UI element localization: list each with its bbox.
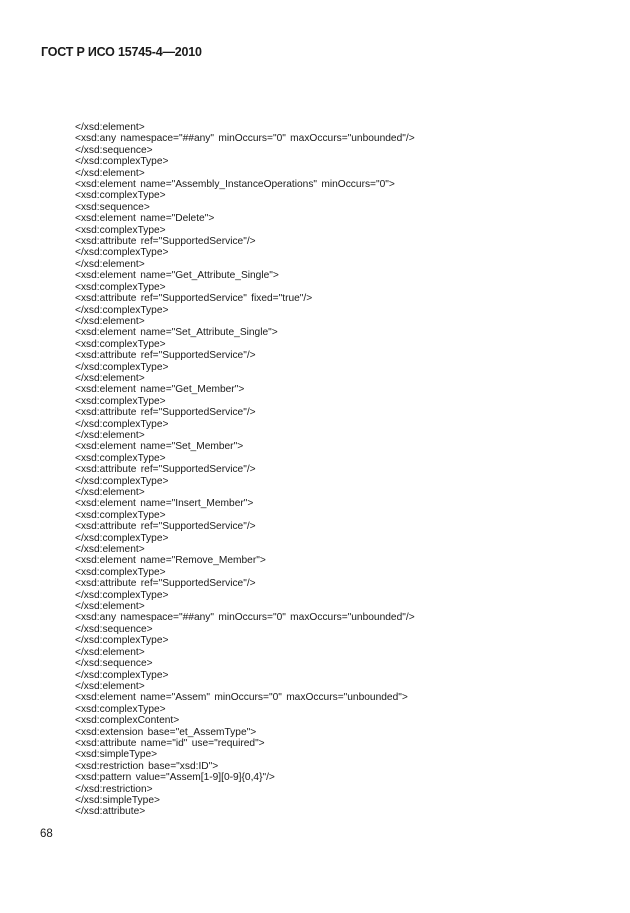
code-line: <xsd:pattern value="Assem[1-9][0-9]{0,4}"/> — [75, 772, 275, 784]
code-line: </xsd:complexType> — [75, 475, 169, 487]
code-line: <xsd:element name="Insert_Member"> — [75, 498, 254, 510]
code-line: <xsd:attribute name="id" use="required"> — [75, 737, 265, 749]
code-line: <xsd:element name="Assembly_InstanceOperations" minOccurs="0"> — [75, 179, 395, 191]
code-line: <xsd:element name="Get_Member"> — [75, 384, 245, 396]
code-line: <xsd:element name="Remove_Member"> — [75, 555, 266, 567]
code-line: <xsd:complexType> — [75, 281, 166, 293]
code-line: </xsd:complexType> — [75, 635, 169, 647]
code-line: <xsd:complexContent> — [75, 715, 180, 727]
code-line: <xsd:attribute ref="SupportedService"/> — [75, 407, 256, 419]
code-line: </xsd:complexType> — [75, 304, 169, 316]
code-line: </xsd:complexType> — [75, 418, 169, 430]
code-line: <xsd:complexType> — [75, 509, 166, 521]
xml-schema-code-block — [75, 122, 415, 818]
code-line: <xsd:complexType> — [75, 190, 166, 202]
code-line: </xsd:sequence> — [75, 144, 153, 156]
code-line: </xsd:element> — [75, 544, 145, 556]
code-line: <xsd:attribute ref="SupportedService"/> — [75, 464, 256, 476]
code-line: <xsd:simpleType> — [75, 749, 158, 761]
code-line: </xsd:attribute> — [75, 806, 146, 818]
code-line: </xsd:element> — [75, 680, 145, 692]
code-line: </xsd:element> — [75, 487, 145, 498]
code-line: <xsd:attribute ref="SupportedService" fixed="true"/> — [75, 293, 313, 305]
code-line: <xsd:any namespace="##any" minOccurs="0" maxOccurs="unbounded"/> — [75, 133, 415, 145]
code-line: <xsd:restriction base="xsd:ID"> — [75, 760, 219, 772]
page-number: 68 — [40, 828, 53, 840]
code-line: </xsd:complexType> — [75, 532, 169, 544]
document-header: ГОСТ Р ИСО 15745-4—2010 — [41, 45, 202, 59]
code-line: <xsd:element name="Set_Attribute_Single"> — [75, 327, 278, 339]
code-line: </xsd:sequence> — [75, 623, 153, 635]
code-line: </xsd:element> — [75, 315, 145, 327]
code-line: <xsd:element name="Get_Attribute_Single"> — [75, 270, 279, 282]
code-line: </xsd:complexType> — [75, 669, 169, 681]
code-line: <xsd:element name="Set_Member"> — [75, 441, 244, 453]
code-line: <xsd:complexType> — [75, 452, 166, 464]
code-line: <xsd:complexType> — [75, 338, 166, 350]
code-line: </xsd:element> — [75, 429, 145, 441]
code-line: </xsd:sequence> — [75, 658, 153, 670]
code-line: </xsd:element> — [75, 601, 145, 613]
code-line: <xsd:attribute ref="SupportedService"/> — [75, 236, 256, 248]
code-line: </xsd:element> — [75, 258, 145, 270]
code-line: </xsd:element> — [75, 646, 145, 658]
code-line: </xsd:restriction> — [75, 783, 153, 795]
code-line: <xsd:complexType> — [75, 703, 166, 715]
code-line: </xsd:complexType> — [75, 589, 169, 601]
code-line: <xsd:complexType> — [75, 566, 166, 578]
code-line: <xsd:attribute ref="SupportedService"/> — [75, 521, 256, 533]
code-line: <xsd:complexType> — [75, 395, 166, 407]
code-line: </xsd:element> — [75, 122, 145, 133]
code-line: </xsd:element> — [75, 167, 145, 179]
code-line: <xsd:element name="Delete"> — [75, 213, 215, 225]
code-line: <xsd:any namespace="##any" minOccurs="0" maxOccurs="unbounded"/> — [75, 612, 415, 624]
code-line: </xsd:simpleType> — [75, 794, 160, 806]
code-line: <xsd:extension base="et_AssemType"> — [75, 726, 257, 738]
code-line: </xsd:complexType> — [75, 247, 169, 259]
code-line: <xsd:attribute ref="SupportedService"/> — [75, 350, 256, 362]
code-line: </xsd:complexType> — [75, 156, 169, 168]
code-line: <xsd:element name="Assem" minOccurs="0" maxOccurs="unbounded"> — [75, 692, 408, 704]
code-line: </xsd:complexType> — [75, 361, 169, 373]
code-line: <xsd:complexType> — [75, 224, 166, 236]
code-line: <xsd:attribute ref="SupportedService"/> — [75, 578, 256, 590]
code-line: <xsd:sequence> — [75, 201, 150, 213]
code-line: </xsd:element> — [75, 372, 145, 384]
